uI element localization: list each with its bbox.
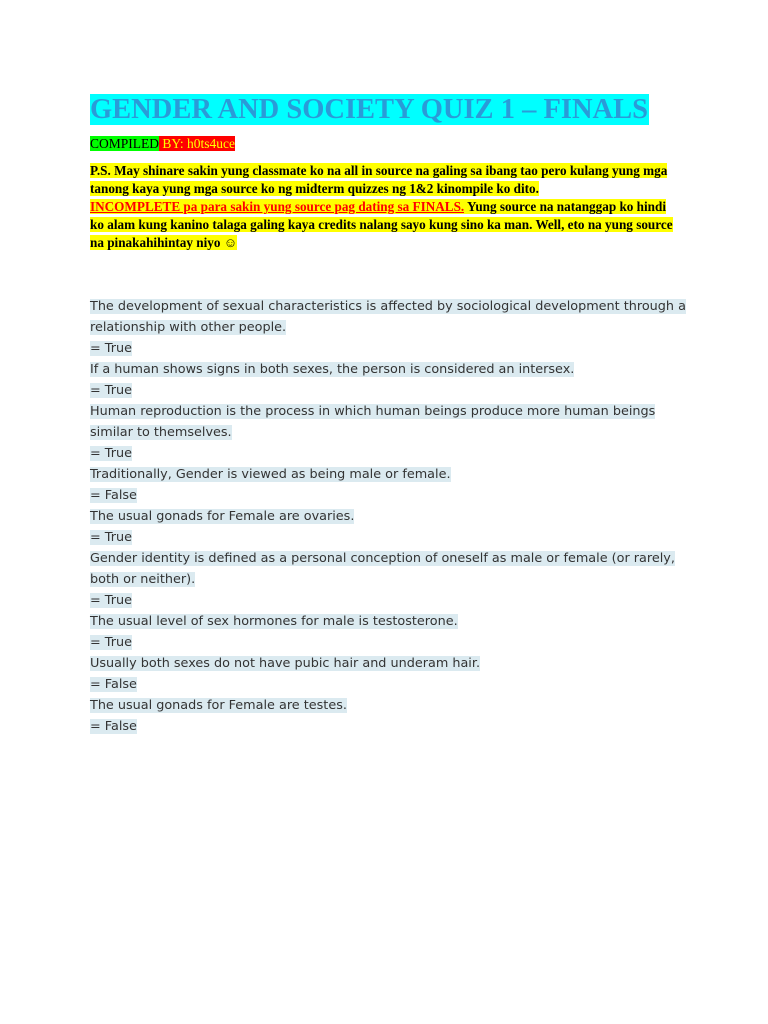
ps-note-part2: Yung source na natanggap ko hindi ko alam kung kanino talaga galing kaya credits nalang sayo kung sino ka man. Well, eto na yung source na pinakahihintay niyo ☺	[90, 199, 673, 250]
question-text: The usual gonads for Female are ovaries.	[90, 509, 355, 524]
answer-text: = True	[90, 593, 132, 608]
answer-8	[90, 674, 690, 695]
answer-1	[90, 338, 690, 359]
answer-4	[90, 485, 690, 506]
question-4	[90, 464, 690, 485]
question-5	[90, 506, 690, 527]
answer-text: = True	[90, 383, 132, 398]
document-title-text: GENDER AND SOCIETY QUIZ 1 – FINALS	[90, 94, 648, 125]
question-9	[90, 695, 690, 716]
answer-text: = True	[90, 341, 132, 356]
answer-text: = False	[90, 719, 137, 734]
answer-6	[90, 590, 690, 611]
question-text: The development of sexual characteristics is affected by sociological development through a relationship with other people.	[90, 299, 686, 335]
question-text: If a human shows signs in both sexes, the person is considered an intersex.	[90, 362, 575, 377]
answer-5	[90, 527, 690, 548]
question-3	[90, 401, 690, 443]
document-page	[90, 93, 690, 737]
document-title	[90, 93, 690, 127]
question-1	[90, 296, 690, 338]
answer-3	[90, 443, 690, 464]
question-text: Usually both sexes do not have pubic hair and underam hair.	[90, 656, 481, 671]
question-2	[90, 359, 690, 380]
answer-text: = True	[90, 446, 132, 461]
question-list	[90, 296, 690, 737]
answer-2	[90, 380, 690, 401]
question-text: Human reproduction is the process in which human beings produce more human beings similar to themselves.	[90, 404, 656, 440]
answer-text: = True	[90, 530, 132, 545]
compiled-by-line	[90, 135, 690, 152]
compiled-label: COMPILED	[90, 136, 160, 151]
question-8	[90, 653, 690, 674]
ps-note-incomplete: INCOMPLETE pa para sakin yung source pag dating sa FINALS.	[90, 199, 465, 214]
answer-9	[90, 716, 690, 737]
ps-note	[90, 162, 680, 252]
compiled-author: BY: h0ts4uce	[159, 136, 236, 151]
answer-text: = False	[90, 488, 137, 503]
question-text: Traditionally, Gender is viewed as being male or female.	[90, 467, 451, 482]
question-text: The usual level of sex hormones for male is testosterone.	[90, 614, 458, 629]
answer-text: = True	[90, 635, 132, 650]
ps-note-part1: P.S. May shinare sakin yung classmate ko na all in source na galing sa ibang tao pero kulang yung mga tanong kaya yung mga source ko ng midterm quizzes ng 1&2 kinompile ko dito.	[90, 163, 668, 196]
question-text: Gender identity is defined as a personal conception of oneself as male or female (or rarely, both or neither).	[90, 551, 675, 587]
question-text: The usual gonads for Female are testes.	[90, 698, 347, 713]
question-6	[90, 548, 690, 590]
answer-7	[90, 632, 690, 653]
answer-text: = False	[90, 677, 137, 692]
question-7	[90, 611, 690, 632]
